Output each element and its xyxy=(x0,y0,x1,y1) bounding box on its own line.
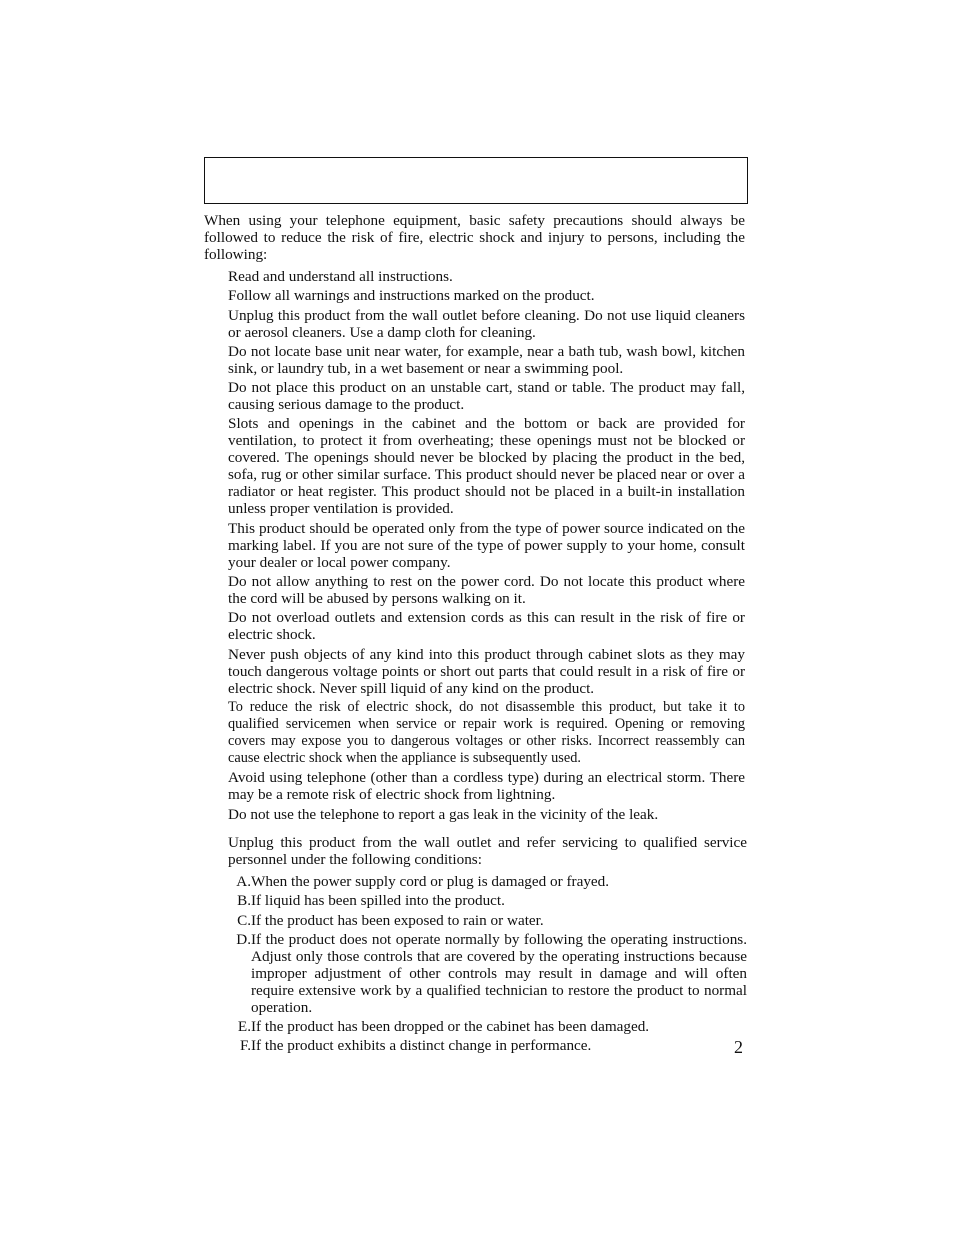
page-number: 2 xyxy=(734,1037,743,1057)
title-box xyxy=(204,157,748,204)
condition-letter: D. xyxy=(236,930,251,948)
safety-instructions-list xyxy=(228,268,745,825)
list-item: Do not place this product on an unstable cart, stand or table. The product may fall, causing serious damage to the product. xyxy=(228,379,745,414)
condition-text: If the product has been dropped or the cabinet has been damaged. xyxy=(251,1018,650,1036)
list-item: To reduce the risk of electric shock, do not disassemble this product, but take it to qualified servicemen when service or repair work is required. Opening or removing covers may expose you to dangerous voltages or other risks. Incorrect reassembly can cause electric shock when the appliance is subsequently used. xyxy=(228,698,745,766)
condition-letter: B. xyxy=(237,892,251,910)
condition-letter: A. xyxy=(236,873,251,890)
list-item: Do not allow anything to rest on the power cord. Do not locate this product where the cord will be abused by persons walking on it. xyxy=(228,573,745,608)
intro-paragraph: When using your telephone equipment, basic safety precautions should always be followed to reduce the risk of fire, electric shock and injury to persons, including the following: xyxy=(204,212,745,263)
condition-letter: C. xyxy=(237,911,251,929)
servicing-intro: Unplug this product from the wall outlet and refer servicing to qualified service personnel under the following conditions: xyxy=(228,834,747,868)
condition-item xyxy=(228,931,747,1016)
list-item: This product should be operated only from the type of power source indicated on the marking label. If you are not sure of the type of power supply to your home, consult your dealer or local power company. xyxy=(228,519,745,571)
condition-letter: E. xyxy=(237,1018,251,1036)
condition-item xyxy=(228,912,747,929)
list-item: Do not overload outlets and extension cords as this can result in the risk of fire or electric shock. xyxy=(228,609,745,644)
condition-text: If the product exhibits a distinct change in performance. xyxy=(251,1037,592,1055)
condition-text: When the power supply cord or plug is damaged or frayed. xyxy=(251,873,610,890)
condition-text: If liquid has been spilled into the product. xyxy=(251,892,505,910)
list-item: Do not locate base unit near water, for example, near a bath tub, wash bowl, kitchen sink, or laundry tub, in a wet basement or near a swimming pool. xyxy=(228,342,745,377)
list-item: Read and understand all instructions. xyxy=(228,268,453,285)
condition-text: If the product does not operate normally by following the operating instructions. Adjust only those controls that are covered by the operating instructions because improper adjustment of other controls may result in damage and will often require extensive work by a qualified technician to restore the product to normal operation. xyxy=(251,930,747,1016)
condition-item xyxy=(228,1018,747,1035)
list-item: Do not use the telephone to report a gas leak in the vicinity of the leak. xyxy=(228,805,659,823)
list-item: Follow all warnings and instructions marked on the product. xyxy=(228,287,595,305)
condition-item xyxy=(228,873,747,890)
servicing-conditions-list xyxy=(228,873,747,1057)
condition-text: If the product has been exposed to rain or water. xyxy=(251,911,544,929)
list-item: Never push objects of any kind into this product through cabinet slots as they may touch dangerous voltage points or short out parts that could result in a risk of fire or electric shock. Never spill liquid of any kind on the product. xyxy=(228,645,745,697)
list-item: Slots and openings in the cabinet and the bottom or back are provided for ventilation, to protect it from overheating; these openings must not be blocked or covered. The openings should never be blocked by placing the product in the bed, sofa, rug or other similar surface. This product should never be placed near or over a radiator or heat register. This product should not be placed in a built-in installation unless proper ventilation is provided. xyxy=(228,415,745,518)
list-item: Unplug this product from the wall outlet before cleaning. Do not use liquid cleaners or aerosol cleaners. Use a damp cloth for cleaning. xyxy=(228,306,745,341)
condition-letter: F. xyxy=(239,1037,251,1055)
condition-item xyxy=(228,1037,747,1054)
condition-item xyxy=(228,892,747,909)
list-item: Avoid using telephone (other than a cordless type) during an electrical storm. There may be a remote risk of electric shock from lightning. xyxy=(228,769,745,804)
